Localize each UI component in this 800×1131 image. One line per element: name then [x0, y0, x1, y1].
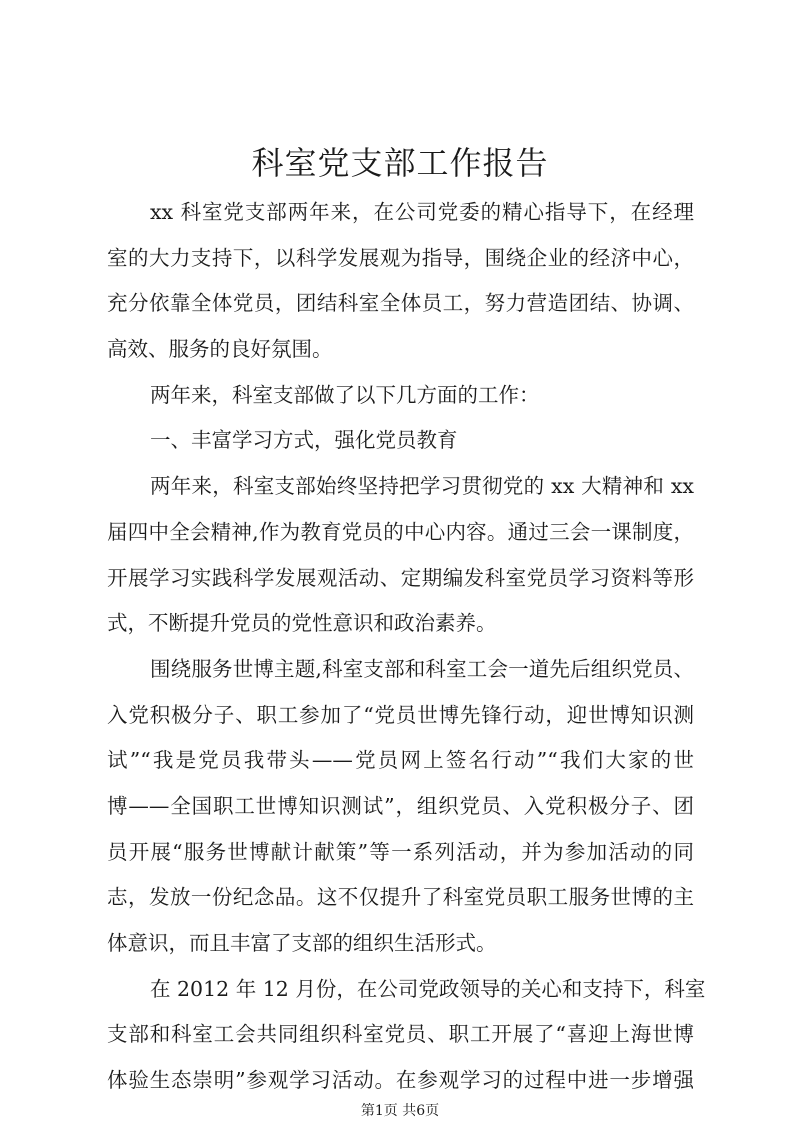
- document-title: 科室党支部工作报告: [251, 144, 549, 182]
- page-footer: 第1页 共6页: [360, 1103, 440, 1119]
- text-line: 开展学习实践科学发展观活动、定期编发科室党员学习资料等形: [107, 565, 694, 590]
- text-line: 届四中全会精神,作为教育党员的中心内容。通过三会一课制度，: [107, 519, 694, 544]
- text-line: 体意识，而且丰富了支部的组织生活形式。: [107, 931, 497, 955]
- text-line: 体验生态崇明”参观学习活动。在参观学习的过程中进一步增强: [107, 1068, 694, 1093]
- text-line: xx 科室党支部两年来，在公司党委的精心指导下，在经理: [150, 200, 694, 224]
- text-line: 支部和科室工会共同组织科室党员、职工开展了“喜迎上海世博: [107, 1022, 694, 1047]
- text-line: 志，发放一份纪念品。这不仅提升了科室党员职工服务世博的主: [107, 885, 694, 910]
- text-line: 员开展“服务世博献计献策”等一系列活动，并为参加活动的同: [107, 839, 694, 864]
- text-line: 博——全国职工世博知识测试”，组织党员、入党积极分子、团: [107, 793, 694, 818]
- text-line: 围绕服务世博主题,科室支部和科室工会一道先后组织党员、: [150, 656, 694, 681]
- document-body: [107, 190, 706, 1104]
- text-line: 室的大力支持下，以科学发展观为指导，围绕企业的经济中心，: [107, 245, 694, 270]
- text-line: 高效、服务的良好氛围。: [107, 337, 333, 362]
- text-line: 试”“我是党员我带头——党员网上签名行动”“我们大家的世: [107, 748, 694, 773]
- text-line: 入党积极分子、职工参加了“党员世博先锋行动，迎世博知识测: [107, 702, 694, 727]
- text-line: 充分依靠全体党员，团结科室全体员工，努力营造团结、协调、: [107, 291, 694, 316]
- text-line: 一、丰富学习方式，强化党员教育: [150, 428, 458, 453]
- text-line: 式，不断提升党员的党性意识和政治素养。: [107, 611, 497, 636]
- text-line: 两年来，科室支部始终坚持把学习贯彻党的 xx 大精神和 xx: [150, 474, 694, 499]
- text-line: 两年来，科室支部做了以下几方面的工作：: [150, 382, 540, 407]
- text-line: 在 2012 年 12 月份，在公司党政领导的关心和支持下，科室: [150, 976, 706, 1001]
